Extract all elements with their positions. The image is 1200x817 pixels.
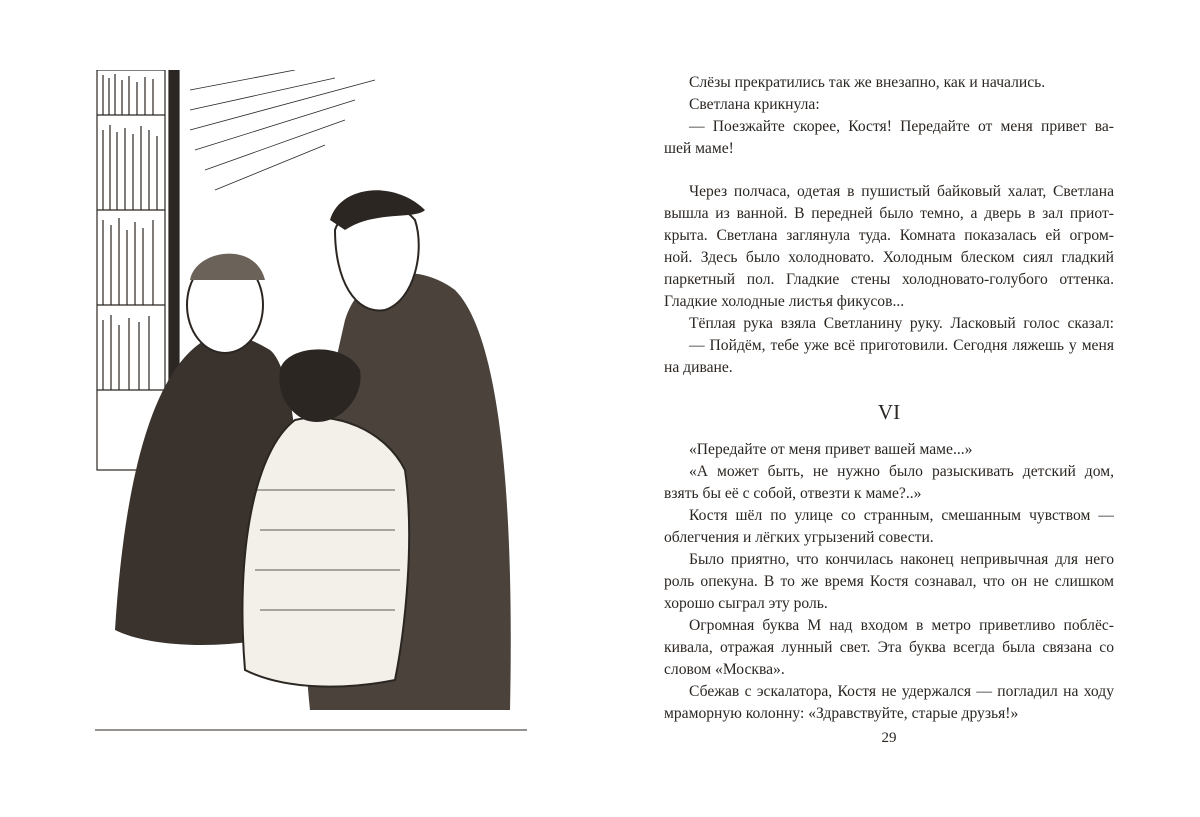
text-line: паркетный пол. Гладкие стены холодновато-голубого оттенка. xyxy=(664,271,1114,288)
text-line: Костя шёл по улице со странным, смешанным чувством — xyxy=(689,507,1114,524)
text-line: ной. Здесь было холодновато. Холодным блеском сиял гладкий xyxy=(664,249,1114,266)
text-line: хорошо сыграл эту роль. xyxy=(664,595,828,612)
page-number: 29 xyxy=(881,730,897,746)
girl-figure xyxy=(242,417,409,686)
books xyxy=(103,74,157,390)
text-line: Огромная буква М над входом в метро приветливо поблёс- xyxy=(689,617,1114,634)
paragraph-block-3 xyxy=(664,439,1114,725)
paragraph-block-1 xyxy=(664,72,1114,160)
text-line: — Поезжайте скорее, Костя! Передайте от меня привет ва- xyxy=(689,118,1114,135)
text-line: облегчения и лёгких угрызений совести. xyxy=(664,529,934,546)
text-line: Было приятно, что кончилась наконец непривычная для него xyxy=(689,551,1114,568)
text-line: шей маме! xyxy=(664,140,734,157)
text-line: Слёзы прекратились так же внезапно, как и начались. xyxy=(689,74,1046,91)
book-illustration xyxy=(95,70,527,734)
illustration-drawing xyxy=(95,70,527,734)
chapter-heading: VI xyxy=(877,400,901,424)
text-line: роль опекуна. В то же время Костя сознавал, что он не слишком xyxy=(664,573,1114,590)
text-line: кивала, отражая лунный свет. Эта буква всегда была связана со xyxy=(664,639,1114,656)
text-line: Через полчаса, одетая в пушистый байковый халат, Светлана xyxy=(689,183,1114,200)
text-line: взять бы её с собой, отвезти к маме?..» xyxy=(664,485,922,502)
text-line: Сбежав с эскалатора, Костя не удержался — погладил на ходу xyxy=(689,683,1114,700)
text-line: мраморную колонну: «Здравствуйте, старые друзья!» xyxy=(664,705,1019,722)
text-line: вышла из ванной. В передней было темно, а дверь в зал приот- xyxy=(664,205,1114,222)
text-line: «Передайте от меня привет вашей маме...» xyxy=(689,441,973,458)
page-text xyxy=(664,72,1114,725)
section-gap xyxy=(664,160,1114,181)
text-line: — Пойдём, тебе уже всё приготовили. Сегодня ляжешь у меня xyxy=(689,337,1114,354)
figures xyxy=(95,190,527,730)
text-line: Тёплая рука взяла Светланину руку. Ласковый голос сказал: xyxy=(689,315,1114,332)
text-line: «А может быть, не нужно было разыскивать детский дом, xyxy=(689,463,1114,480)
paragraph-block-2 xyxy=(664,181,1114,379)
text-line: Гладкие холодные листья фикусов... xyxy=(664,293,905,310)
text-line: Светлана крикнула: xyxy=(689,96,820,113)
text-line: на диване. xyxy=(664,359,733,376)
text-line: крыта. Светлана заглянула туда. Комната показалась ей огром- xyxy=(664,227,1114,244)
text-line: словом «Москва». xyxy=(664,661,785,678)
